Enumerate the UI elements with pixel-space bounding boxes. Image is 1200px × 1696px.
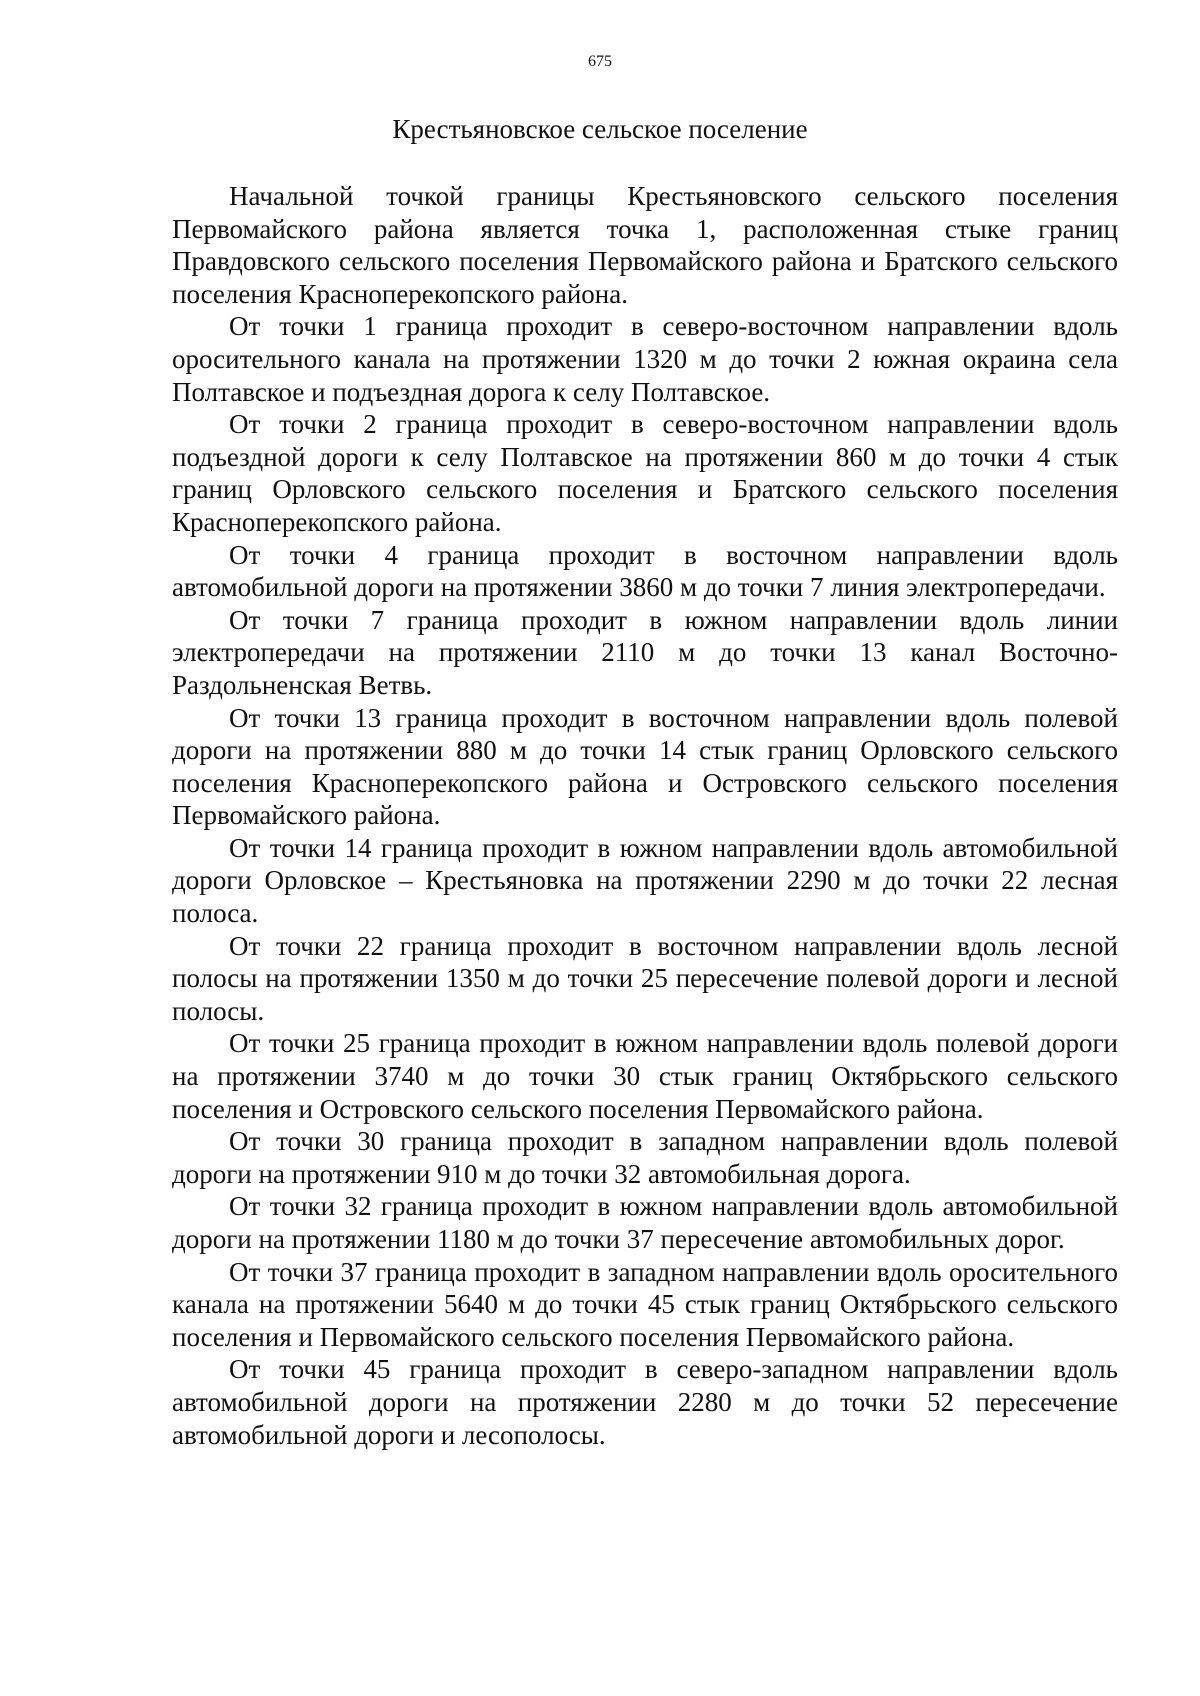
paragraph: От точки 32 граница проходит в южном направлении вдоль автомобильной дороги на протяжении 1180 м до точки 37 пересечение автомобильных дорог.: [172, 1191, 1118, 1254]
paragraph: От точки 30 граница проходит в западном направлении вдоль полевой дороги на протяжении 910 м до точки 32 автомобильная дорога.: [172, 1126, 1118, 1189]
paragraph: От точки 7 граница проходит в южном направлении вдоль линии электропередачи на протяжении 2110 м до точки 13 канал Восточно-Раздольненская Ветвь.: [172, 604, 1118, 700]
paragraph: От точки 37 граница проходит в западном направлении вдоль оросительного канала на протяжении 5640 м до точки 45 стык границ Октябрьского сельского поселения и Первомайского сельского поселения Первомайского района.: [172, 1256, 1118, 1352]
paragraph: От точки 45 граница проходит в северо-западном направлении вдоль автомобильной дороги на протяжении 2280 м до точки 52 пересечение автомобильной дороги и лесополосы.: [172, 1354, 1118, 1450]
page-number: 675: [588, 53, 612, 70]
paragraph: От точки 22 граница проходит в восточном направлении вдоль лесной полосы на протяжении 1350 м до точки 25 пересечение полевой дороги и лесной полосы.: [172, 930, 1118, 1026]
paragraph: От точки 1 граница проходит в северо-восточном направлении вдоль оросительного канала на протяжении 1320 м до точки 2 южная окраина села Полтавское и подъездная дорога к селу Полтавское.: [172, 311, 1118, 407]
body-text: [172, 180, 1118, 1451]
section-title: Крестьяновское сельское поселение: [392, 114, 808, 144]
paragraph: От точки 14 граница проходит в южном направлении вдоль автомобильной дороги Орловское – Крестьяновка на протяжении 2290 м до точки 22 лесная полоса.: [172, 832, 1118, 929]
paragraph: Начальной точкой границы Крестьяновского сельского поселения Первомайского района является точка 1, расположенная стыке границ Правдовского сельского поселения Первомайского района и Братского сельского поселения Красноперекопского района.: [172, 181, 1118, 309]
paragraph: От точки 2 граница проходит в северо-восточном направлении вдоль подъездной дороги к селу Полтавское на протяжении 860 м до точки 4 стык границ Орловского сельского поселения и Братского сельского поселения Красноперекопского района.: [172, 409, 1118, 537]
paragraph: От точки 25 граница проходит в южном направлении вдоль полевой дороги на протяжении 3740 м до точки 30 стык границ Октябрьского сельского поселения и Островского сельского поселения Первомайского района.: [172, 1028, 1118, 1124]
paragraph: От точки 13 граница проходит в восточном направлении вдоль полевой дороги на протяжении 880 м до точки 14 стык границ Орловского сельского поселения Красноперекопского района и Островского сельского поселения Первомайского района.: [172, 702, 1118, 831]
paragraph: От точки 4 граница проходит в восточном направлении вдоль автомобильной дороги на протяжении 3860 м до точки 7 линия электропередачи.: [172, 539, 1118, 603]
